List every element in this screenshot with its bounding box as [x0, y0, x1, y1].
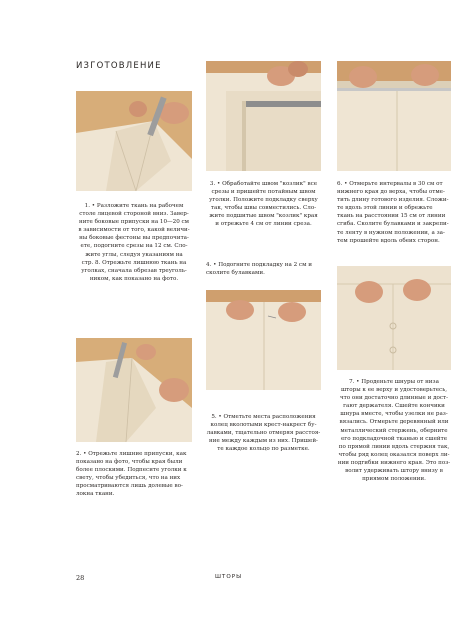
- caption-step-6: 6. • Отмерьте интервалы в 30 см от нижнего края до верха, чтобы отме- тить длину готового изделия. Сложи- те вдоль этой линии и обрежьте ткань на расстоянии 15 см от линии сгиба. Сколите булавками и закрепи- те ленту в нужном положении, а за- тем прошейте вдоль обеих сторон.: [337, 181, 449, 244]
- section-title: ИЗГОТОВЛЕНИЕ: [76, 61, 162, 71]
- photo-step-4: [206, 290, 321, 390]
- caption-step-2: 2. • Отрежьте лишние припуски, как показано на фото, чтобы края были более плоскими. Подпесите уголки к свету, чтобы убедиться, что на них просматриваются лишь долевые во- локна ткани.: [76, 451, 187, 498]
- caption-step-7: 7. • Проденьте шнуры от низа шторы к ее верху и удостоверьтесь, что они достаточно длинные и дост- гают держателя. Сшейте кончики шнура вместе, чтобы узелки не раз- вязались. Отмерьте деревянный или металлический стержень, оберните его подкладочной тканью и сшейте по прямой линии вдоль стержня так, чтобы ряд колец оказался поверх ли- нии подгибки нижнего края. Это поз- волит удерживать штору внизу в приямом положении.: [337, 379, 451, 483]
- caption-step-4: 4. • Подогните подкладку на 2 см и сколите булавками.: [206, 262, 312, 277]
- caption-step-5: 5. • Отметьте места расположения колец вколотыми крест-накрест бу- лавками, тщательно отмеряя расстоя- ние между каждым из них. Пришей- те каждое кольцо по разметке.: [206, 414, 321, 453]
- photo-step-2: [76, 338, 192, 442]
- caption-step-3: 3. • Обработайте швом "козлик" все срезы и пришейте потайным швом уголки. Положите подкладку сверху так, чтобы швы совместились. Сло- жите подшитые швом "козлик" края и отрежьте 4 см от линии среза.: [209, 181, 318, 228]
- page-number: 28: [76, 574, 85, 582]
- caption-step-1: 1. • Разложите ткань на рабочем столе лицевой стороной вниз. Завер- ните боковые припуски на 10—20 см в зависимости от того, какой величи- ны боковые фестоны вы предпочита- ете, подогните срезы на 12 см. Сло- жите углы, следуя указаниям на стр. 8. Отрежьте лишнюю ткань на уголках, сначала обрезав треуголь- ником, как показано на фото.: [78, 203, 190, 282]
- photo-step-3: [206, 61, 321, 171]
- photo-step-7: [337, 266, 451, 370]
- running-footer: ШТОРЫ: [214, 574, 243, 580]
- photo-step-1: [76, 91, 192, 191]
- photo-step-6: [337, 61, 451, 171]
